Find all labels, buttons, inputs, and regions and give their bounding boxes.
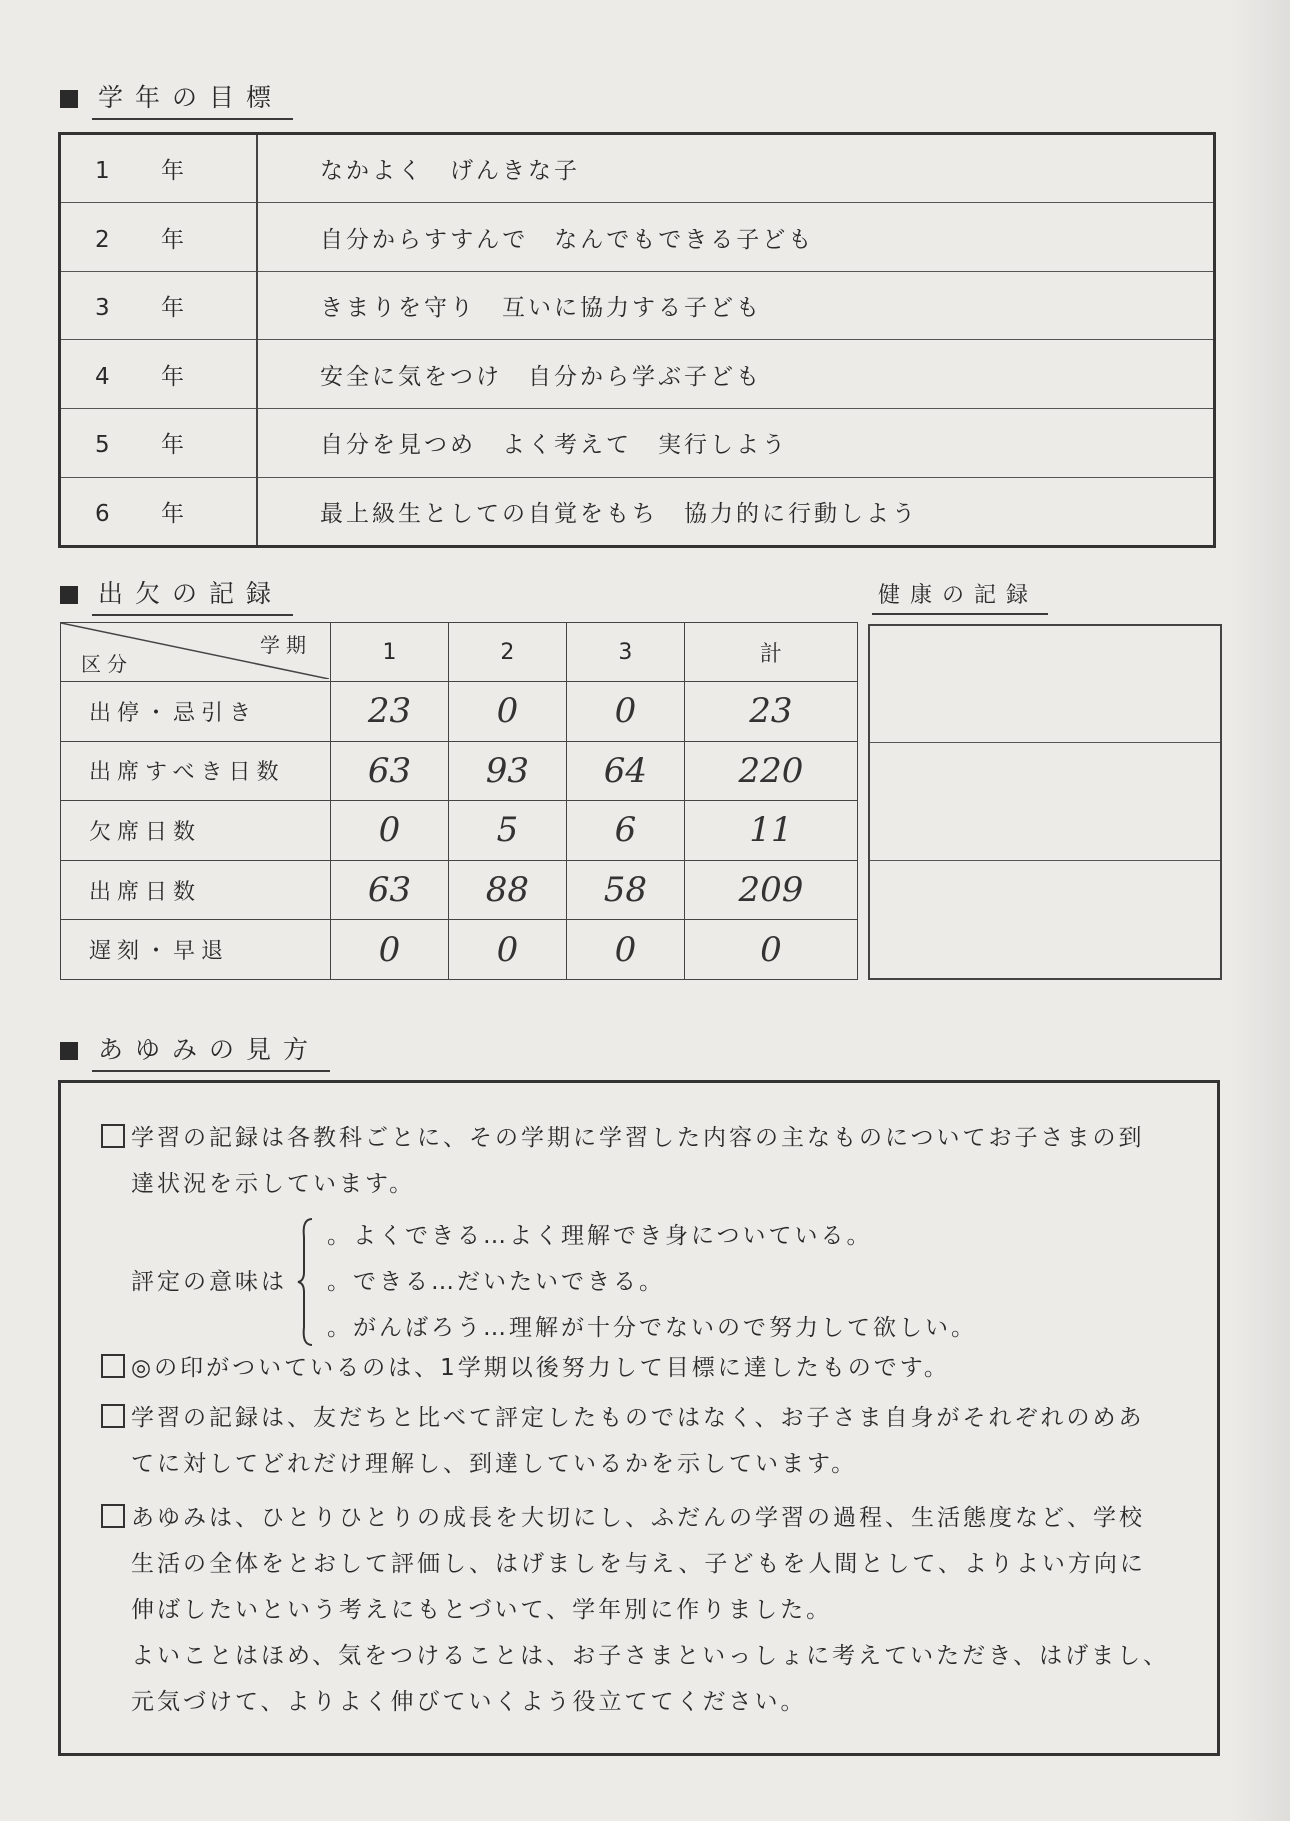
attendance-table [60, 622, 858, 980]
guide-p4-line3: 伸ばしたいという考えにもとづいて、学年別に作りました。 [131, 1597, 833, 1623]
heading-bullet-icon [60, 1042, 78, 1060]
guide-paragraph-3 [101, 1395, 1187, 1487]
goal-text: 安全に気をつけ 自分から学ぶ子ども [257, 340, 1213, 409]
health-record-cell [870, 626, 1220, 743]
attendance-value: 220 [684, 741, 857, 801]
rating-item-ok: 。できる…だいたいできる。 [327, 1269, 665, 1295]
attendance-row [61, 741, 858, 801]
attendance-value: 5 [448, 801, 566, 861]
attendance-value: 0 [448, 682, 566, 742]
goal-grade-number: 2 [95, 226, 110, 253]
attendance-value: 58 [566, 860, 684, 920]
guide-p1-line1: 学習の記録は各教科ごとに、その学期に学習した内容の主なものについてお子さまの到 [131, 1125, 1145, 1151]
guide-paragraph-1 [101, 1115, 1187, 1207]
attendance-value: 0 [566, 682, 684, 742]
attendance-value: 23 [684, 682, 857, 742]
brace-icon [296, 1217, 316, 1347]
attendance-value: 63 [331, 860, 449, 920]
attendance-value: 64 [566, 741, 684, 801]
guide-section-heading [60, 1030, 330, 1072]
rating-item-good: 。よくできる…よく理解でき身についている。 [327, 1223, 873, 1249]
checkbox-icon [101, 1504, 125, 1528]
attendance-header-term-3: 3 [566, 623, 684, 682]
guide-p2: ◎の印がついているのは、1学期以後努力して目標に達したものです。 [131, 1355, 950, 1381]
goals-table [58, 132, 1216, 548]
goal-text: なかよく げんきな子 [257, 135, 1213, 203]
attendance-row [61, 860, 858, 920]
checkbox-icon [101, 1124, 125, 1148]
goals-section-title: 学年の目標 [92, 78, 293, 120]
goal-grade-number: 6 [95, 500, 110, 527]
goal-row [61, 203, 1213, 272]
goal-grade-number: 4 [95, 363, 110, 390]
attendance-value: 88 [448, 860, 566, 920]
goal-text: 自分からすすんで なんでもできる子ども [257, 203, 1213, 272]
attendance-row-label: 出席日数 [61, 860, 331, 920]
attendance-corner-cell [61, 623, 331, 682]
goal-text: きまりを守り 互いに協力する子ども [257, 271, 1213, 340]
goal-grade-unit: 年 [161, 432, 184, 459]
attendance-value: 23 [331, 682, 449, 742]
goal-grade-number: 1 [95, 158, 110, 185]
goal-grade [61, 271, 257, 340]
guide-p3-line1: 学習の記録は、友だちと比べて評定したものではなく、お子さま自身がそれぞれのめあ [131, 1405, 1145, 1431]
attendance-section-title: 出欠の記録 [92, 574, 293, 616]
attendance-value: 93 [448, 741, 566, 801]
goal-grade-unit: 年 [161, 226, 184, 253]
goal-row [61, 477, 1213, 545]
attendance-value: 0 [566, 920, 684, 980]
corner-term-label: 学期 [260, 633, 312, 657]
health-record-cell [870, 861, 1220, 978]
goal-grade-unit: 年 [161, 363, 184, 390]
attendance-row-label: 欠席日数 [61, 801, 331, 861]
heading-bullet-icon [60, 586, 78, 604]
goal-row [61, 271, 1213, 340]
attendance-header-term-2: 2 [448, 623, 566, 682]
goal-grade-unit: 年 [161, 295, 184, 322]
attendance-row [61, 682, 858, 742]
attendance-value: 209 [684, 860, 857, 920]
goal-grade [61, 340, 257, 409]
rating-item-try: 。がんばろう…理解が十分でないので努力して欲しい。 [327, 1315, 977, 1341]
guide-p4-line2: 生活の全体をとおして評価し、はげましを与え、子どもを人間として、よりよい方向に [131, 1551, 1146, 1577]
goal-grade-number: 3 [95, 295, 110, 322]
guide-paragraph-2 [101, 1345, 1187, 1391]
attendance-value: 0 [331, 920, 449, 980]
attendance-header-term-1: 1 [331, 623, 449, 682]
attendance-value: 0 [684, 920, 857, 980]
goals-section-heading [60, 78, 293, 120]
goal-grade [61, 477, 257, 545]
goal-grade [61, 135, 257, 203]
attendance-row-label: 出席すべき日数 [61, 741, 331, 801]
attendance-value: 11 [684, 801, 857, 861]
attendance-section-heading [60, 574, 293, 616]
goal-row [61, 340, 1213, 409]
attendance-value: 0 [331, 801, 449, 861]
guide-section-title: あゆみの見方 [92, 1030, 330, 1072]
goal-text: 自分を見つめ よく考えて 実行しよう [257, 409, 1213, 478]
guide-paragraph-4 [101, 1495, 1187, 1725]
goal-text: 最上級生としての自覚をもち 協力的に行動しよう [320, 500, 918, 527]
attendance-value: 6 [566, 801, 684, 861]
guide-p1-line2: 達状況を示しています。 [131, 1171, 416, 1197]
health-record-cell [870, 743, 1220, 860]
guide-p4-line5: 元気づけて、よりよく伸びていくよう役立ててください。 [131, 1689, 807, 1715]
guide-p4-line1: あゆみは、ひとりひとりの成長を大切にし、ふだんの学習の過程、生活態度など、学校 [131, 1505, 1145, 1531]
goal-grade-unit: 年 [161, 500, 184, 527]
rating-label: 評定の意味は [131, 1269, 287, 1295]
paper-edge-shadow [1230, 0, 1290, 1821]
goal-row [61, 409, 1213, 478]
attendance-row [61, 801, 858, 861]
checkbox-icon [101, 1404, 125, 1428]
attendance-header-total: 計 [684, 623, 857, 682]
guide-p4-line4: よいことはほめ、気をつけることは、お子さまといっしょに考えていただき、はげまし、 [131, 1643, 1170, 1669]
attendance-row-label: 出停・忌引き [61, 682, 331, 742]
guide-p3-line2: てに対してどれだけ理解し、到達しているかを示しています。 [131, 1451, 858, 1477]
goal-grade-number: 5 [95, 432, 110, 459]
goal-row [61, 135, 1213, 203]
health-record-box [868, 624, 1222, 980]
heading-bullet-icon [60, 90, 78, 108]
guide-box [58, 1080, 1220, 1756]
checkbox-icon [101, 1354, 125, 1378]
health-section-heading [872, 578, 1048, 615]
corner-category-label: 区分 [81, 652, 133, 676]
attendance-header-row [61, 623, 858, 682]
attendance-row-label: 遅刻・早退 [61, 920, 331, 980]
attendance-value: 0 [448, 920, 566, 980]
attendance-row [61, 920, 858, 980]
goal-grade [61, 203, 257, 272]
attendance-value: 63 [331, 741, 449, 801]
goal-grade-unit: 年 [161, 158, 184, 185]
health-section-title: 健康の記録 [872, 578, 1048, 615]
goal-grade [61, 409, 257, 478]
